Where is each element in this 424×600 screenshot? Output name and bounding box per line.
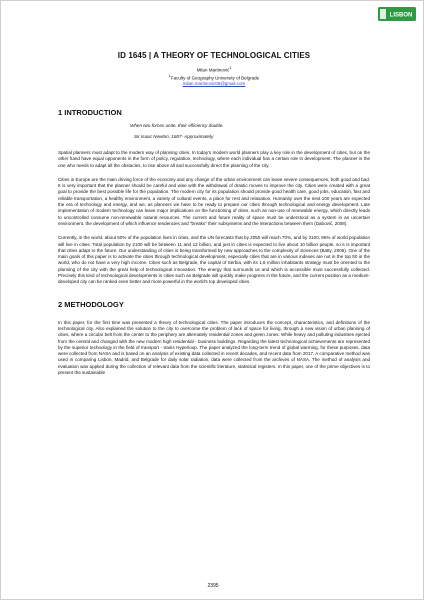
author-email-link[interactable]: milan.martinovic05@gmail.com	[182, 81, 246, 86]
paper-content	[58, 51, 370, 376]
intro-paragraph: Spatial planners must adapt to the modern way of planning cities. In today's modern world planners play a key role in the development of cities, but on the other hand have equal opponents in the form of policy, regulation, technology, where each individual has a certain role in development. The planner is the one who needs to adapt all the obstacles, to rise above all and successfully direct the planning of the city.	[58, 150, 370, 168]
methodology-paragraph: In this paper, for the first time was presented a theory of technological cities. The paper introduces the concept, characteristics, and definitions of the technological city. Also explained the solution to the city to overcome the problem of lack of space for living, through a new vision of urban planning of cities, where a circular belt from the center to the periphery are alternately residential zones and green zones. While heavy and polluting industries ejected from the central and changed with the new modern high residential - business buildings. Regarding the latest technological achievements are represented by the superior technology in the field of transport - trains Hyperloop. The paper analyzed the long-term trend of global warming, for these purposes, data were collected from NASA and is based on an analysis of existing data collected in recent decades, and recent data from 2017. A comparative method was used in comparing Lisbon, Madrid, and Belgrade for daily solar radiation, data were collected from the archives of NASA. The method of analysis and evaluation was applied during the collection of relevant data from the scientific literature, statistical registers. In this paper, one of the prime objectives is to present the sustainable	[58, 319, 370, 376]
section-heading-methodology: 2 METHODOLOGY	[58, 299, 124, 309]
epigraph-quote: When two forces unite, their efficiency double.	[130, 123, 224, 128]
paper-title: ID 1645 | A THEORY OF TECHNOLOGICAL CITIES	[117, 51, 311, 60]
epigraph-source: Sir Isaac Newton, 1687- Approximately	[134, 134, 214, 139]
section-heading-introduction: 1 INTRODUCTION	[58, 108, 122, 117]
author-line	[58, 66, 370, 73]
intro-paragraph: Currently, in the world, about 50% of the population lives in cities, and the UN forecasts that by 2050 will reach 70%, and by 2100, 86% of world population will live in cities. Total population by 2100 will be between 11 and 12 billion, and just in cities is expected to live about 10 billion people, so it is important that cities adapt to the future. Our understanding of cities is being transformed by new approaches to the complexity of Sciences (Batty, 2005). One of the main goals of this paper is to activate the cities through technological development, especially cities that are in various indexes are not in the top 50 in the world, who do not have a very high income. Cities such as Belgrade, the capital of Serbia, with its 1,6 million inhabitants strategy must be oriented to the planning of the city with the great help of technological innovation. The energy that surrounds us and which is accessible must successfully collected. Precisely this kind of technological developments in cities such as Belgrade will quickly make progress in the future, and the current position as a medium-developed city can be ranked even better and more powerful in the world's top developed cities.	[58, 235, 370, 285]
conference-logo	[377, 5, 417, 23]
affiliation-line	[58, 74, 370, 81]
affiliation-superscript: 1	[168, 73, 171, 78]
page-number: 2395	[207, 583, 219, 589]
author-name: Milan Martinović	[196, 67, 230, 73]
affiliation: Faculty of Geography University of Belgrade	[170, 75, 260, 80]
lisbon-logo-icon	[378, 7, 416, 21]
author-superscript: 1	[229, 66, 232, 70]
logo-text: LISBON	[389, 12, 413, 19]
intro-paragraph: Cities in Europe are the main driving force of the economy and any change of the urban environment can leave severe consequences, both good and bad. It is very important that the planner should be careful and wise with the withdrawal of drastic moves to improve the city. Cities were created with a great goal to provide the best possible life for the population. The modern city for its population should provide good health care, good jobs, education, fast and reliable transportation, a healthy environment, a variety of cultural events, a place for rest and relaxation. Humanity over the next 100 years are expected the era of technology and energy, and we, as planners we have to be ready to prepare our cities through technological and energy development. Late implementation of modern technology can leave major implications on the functioning of cities, such as non-use of renewable energy, which directly leads to uncontrolled consume non-renewable natural resources. The current and future reality of space must be understood as a system in an uncertain environment, the development of which influence tendencies and "breaks" their subsystems and the interactions between them (Dabović, 2008).	[58, 176, 370, 226]
